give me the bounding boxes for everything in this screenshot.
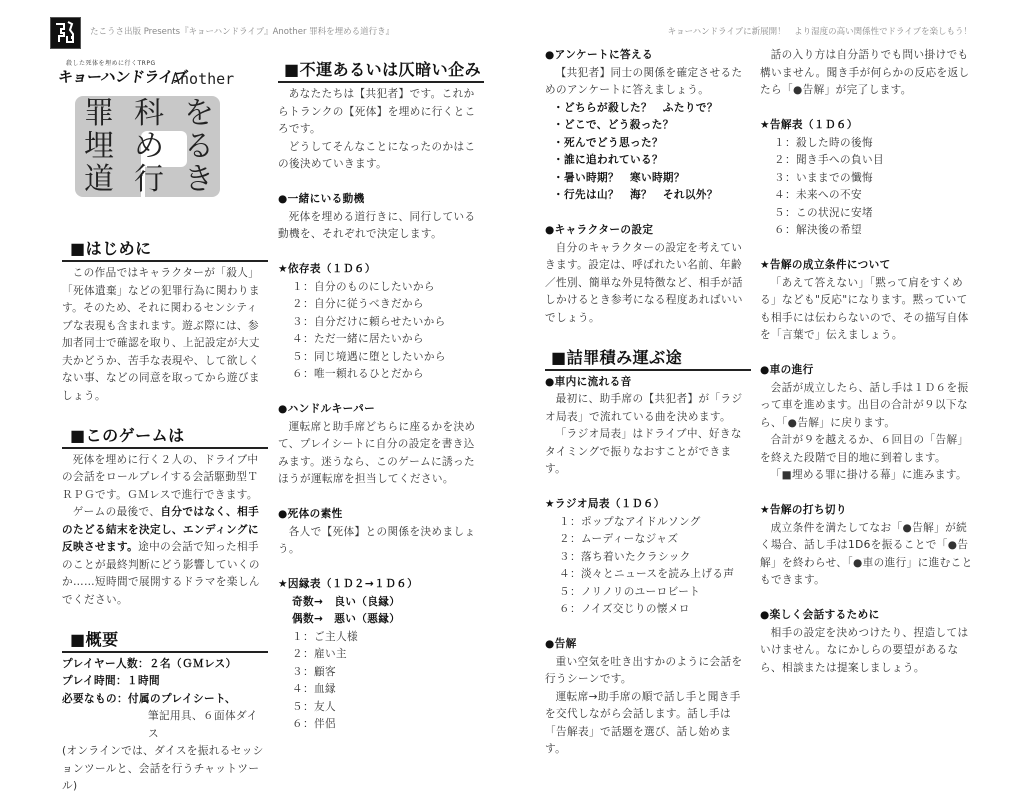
table-item: ６：唯一頼れるひとだから [292,368,424,380]
section-heading: ■詰罪積み運ぶ途 [545,347,751,371]
spacer [760,100,974,118]
header-title: たこうさ出版 Presents『キョーハンドライブ』Another 罪科を埋める道行き』 [90,27,395,37]
paragraph: 「あえて答えない」「黙って肩をすくめる」なども"反応"になります。黙っていても相手には伝わらないので、その描写自体を「言葉で」伝えましょう。 [760,276,969,341]
overview-value: ２名（ＧＭレス） [149,657,237,670]
table-item: ６：解決後の希望 [774,224,862,236]
paragraph: 合計が９を越えるか、６回目の「告解」を終えた段階で目的地に到着します。 [760,434,969,464]
game-logo [58,58,238,203]
logo-kanji: る [184,129,214,164]
question-item: ・どこで、どう殺った？ [553,119,674,131]
spacer [545,327,751,345]
spacer [545,205,751,223]
subheading: ●アンケートに答える [545,49,653,61]
paragraph: 重い空気を吐き出すかのように会話を行うシーンです。 [545,655,743,685]
spacer [760,345,974,363]
logo-kanji: め [134,129,164,164]
paragraph: あなたたちは【共犯者】です。これからトランクの【死体】を埋めに行くところです。 [278,88,476,135]
table-item: ３：落ち着いたクラシック [559,550,691,563]
column-1 [62,236,268,796]
overview-row [62,673,268,691]
paragraph: 「■埋める罪に掛ける幕」に進みます。 [770,469,968,481]
spacer [278,559,484,577]
table-item: ３：顧客 [292,665,336,678]
subheading: ★告解の打ち切り [760,504,847,516]
overview-value: 付属のプレイシート、 [127,692,236,705]
section-heading: ■はじめに [62,238,268,262]
table-item: ４：淡々とニュースを読み上げる声 [559,568,735,580]
logo-title: キョーハンドライブ [56,68,189,86]
logo-kanji: 埋 [84,129,114,164]
logo-subtitle: Another [171,70,235,88]
table-item: ２：ムーディーなジャズ [559,533,679,545]
column-2 [278,57,484,734]
subheading: ●キャラクターの設定 [545,224,654,236]
logo-kanji: 罪 [84,96,114,131]
spacer [278,489,484,507]
table-item: ４：ただ一緒に居たいから [292,333,424,345]
question-item: ・誰に追われている？ [553,154,663,166]
table-item: １：ご主人様 [292,630,358,643]
logo-kanji: き [184,162,214,197]
logo-kanji: 道 [84,162,114,197]
question-item: ・どちらが殺した？ ふたりで？ [553,101,718,114]
table-item: ２：聞き手への負い目 [774,154,884,166]
text-run: ゲームの最後で、 [72,506,161,518]
spacer [760,485,974,503]
section-heading: ■概要 [62,629,268,653]
table-condition: 偶数→ 悪い（悪縁） [292,613,401,625]
emphasis-text: 自分ではなく、相手のたどる結末を決定し、エンディングに反映させます。 [62,506,260,553]
question-item: ・行先は山？ 海？ それ以外？ [553,189,718,201]
paragraph: 話の入り方は自分語りでも問い掛けでも構いません。聞き手が何らかの反応を返したら「●告解」が完了します。 [760,49,970,96]
subheading: ★ラジオ局表（１Ｄ６） [545,498,665,510]
spacer [760,240,974,258]
table-item: ２：雇い主 [292,648,347,660]
question-item: ・死んでどう思った？ [553,136,663,149]
subheading: ★依存表（１Ｄ６） [278,263,376,275]
paragraph: 運転席→助手席の順で話し手と聞き手を交代しながら会話します。話し手は「告解表」で話題を選び、話し始めます。 [545,690,741,755]
text-run: 途中の会話で知った相手のことが最終判断にどう影響していくのか……短時間で展開するドラマを楽しんでください。 [62,541,260,606]
overview-row [62,656,268,674]
spacer [545,479,751,497]
subheading: ●告解 [545,638,577,650]
subheading: ★因縁表（１Ｄ２→１Ｄ６） [278,578,419,590]
paragraph: (オンラインでは、ダイスを振れるセッションツールと、会話を行うチャットツール) [62,745,264,792]
section-heading: ■このゲームは [62,425,268,449]
paragraph: 相手の設定を決めつけたり、捏造してはいけません。なにかしらの要望があるなら、相談または提案しましょう。 [760,626,969,674]
question-item: ・暑い時期？ 寒い時期？ [553,171,685,184]
paragraph: 会話が成立したら、話し手は１Ｄ６を振って車を進めます。出目の合計が９以下なら、「●告解」に戻ります。 [760,381,969,429]
spacer [62,609,268,627]
paragraph: 最初に、助手席の【共犯者】が「ラジオ局表」で流れている曲を決めます。 [545,393,743,423]
paragraph: 成立条件を満たしてなお「●告解」が続く場合、話し手は1D6を振ることで「●告解」を終わらせ、「●車の進行」に進むこともできます。 [760,521,973,586]
overview-row [62,691,268,709]
overview-value: １時間 [127,675,160,687]
overview-label: プレイヤー人数： [62,657,149,670]
subheading: ●死体の素性 [278,508,343,520]
table-item: ４：血縁 [292,683,336,695]
subheading: ●楽しく会話するために [760,609,880,621]
overview-value: 筆記用具、６面体ダイス [148,710,258,740]
paragraph: 各人で【死体】との関係を決めましょう。 [278,525,476,555]
paragraph [62,504,268,609]
logo-kanji: 科 [134,96,164,131]
paragraph: 死体を埋める道行きに、同行している動機を、それぞれで決定します。 [278,210,476,240]
spacer [545,619,751,637]
spacer [278,244,484,262]
spacer [62,405,268,423]
subheading: ●一緒にいる動機 [278,193,365,205]
logo-kanji: 行 [134,162,164,197]
spacer [760,590,974,608]
table-item: ５：友人 [292,700,336,713]
column-4 [760,47,974,677]
paragraph: どうしてそんなことになったのかはこの後決めていきます。 [278,140,476,170]
table-item: ６：伴侶 [292,718,336,730]
subheading: ●ハンドルキーパー [278,403,376,415]
table-item: ５：この状況に安堵 [774,206,873,219]
subheading: ★告解表（１Ｄ６） [760,119,858,131]
paragraph: 自分のキャラクターの設定を考えていきます。設定は、呼ばれたい名前、年齢／性別、簡単な外見特徴など、相手が話しかけるとき参考になる程度あればいいでしょう。 [545,241,743,324]
header-tagline: キョーハンドライブに新展開！ より湿度の高い関係性でドライブを楽しもう！ [667,27,972,37]
publisher-logo-icon [50,17,81,49]
overview-label: 必要なもの： [62,692,128,705]
paragraph: 運転席と助手席どちらに座るかを決めて、プレイシートに自分の設定を書き込みます。迷うなら、このゲームに誘ったほうが運転席を担当してください。 [278,420,476,485]
logo-kanji: を [184,96,214,131]
paragraph: この作品ではキャラクターが「殺人」「死体遺棄」などの犯罪行為に関わります。そのため、それに関わるセンシティブな表現も含まれます。遊ぶ際には、参加者同士で確認を取り、上記設定が大丈夫かどうか、苦手な表現や、して欲しくない事、などの同意を取ってから遊びましょう。 [62,267,260,402]
table-item: １：殺した時の後悔 [774,136,873,149]
table-condition: 奇数→ 良い（良縁） [292,595,401,608]
table-item: ３：いままでの懺悔 [774,171,873,184]
table-item: ２：自分に従うべきだから [292,298,424,310]
table-item: ６：ノイズ交じりの懐メロ [559,603,690,615]
paragraph: 死体を埋めに行く２人の、ドライブ中の会話をロールプレイする会話駆動型ＴＲＰＧです。ＧＭレスで進行できます。 [62,453,259,501]
table-item: １：自分のものにしたいから [292,280,435,293]
table-item: ５：同じ境遇に堕としたいから [292,350,446,363]
subheading: ●車の進行 [760,364,814,376]
paragraph: 【共犯者】同士の関係を確定させるためのアンケートに答えましょう。 [545,66,743,96]
spacer [278,384,484,402]
spacer [278,174,484,192]
logo-tagline: 殺した死体を埋めに行くTRPG [66,60,156,67]
subheading: ●車内に流れる音 [545,375,632,388]
column-3 [545,47,751,759]
table-item: ４：未来への不安 [774,189,862,201]
table-item: ３：自分だけに頼らせたいから [292,315,446,328]
table-item: １：ポップなアイドルソング [559,515,701,528]
overview-label: プレイ時間： [62,675,128,687]
table-item: ５：ノリノリのユーロビート [559,585,701,598]
section-heading: ■不運あるいは仄暗い企み [278,59,484,83]
subheading: ★告解の成立条件について [760,259,891,271]
paragraph: 「ラジオ局表」はドライブ中、好きなタイミングで振りなおすことができます。 [545,428,742,475]
logo-kanji-box [75,96,220,197]
